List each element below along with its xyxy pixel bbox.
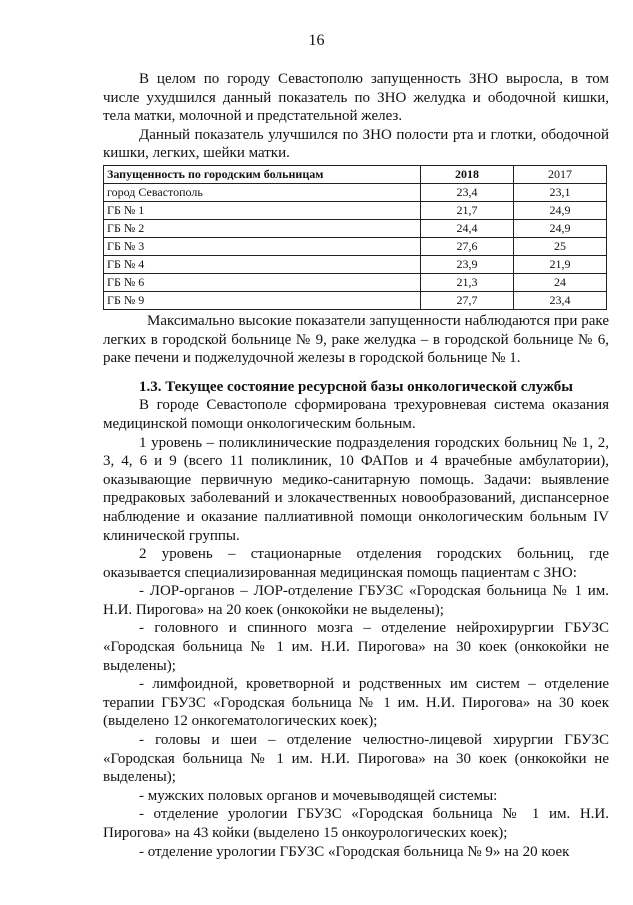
table-row <box>104 201 607 219</box>
table-cell: 23,4 <box>514 291 607 309</box>
table-cell: 24,9 <box>514 201 607 219</box>
table-cell: 23,9 <box>421 255 514 273</box>
list-item: - лимфоидной, кроветворной и родственных им систем – отделение терапии ГБУЗС «Городская больница № 1 им. Н.И. Пирогова» на 30 коек (выделено 12 онкогематологических коек); <box>103 676 609 730</box>
table-row <box>104 255 607 273</box>
table-cell: 27,7 <box>421 291 514 309</box>
table-cell: 24 <box>514 273 607 291</box>
table-cell: ГБ № 9 <box>104 291 421 309</box>
table-cell: 24,9 <box>514 219 607 237</box>
list-item: - отделение урологии ГБУЗС «Городская больница № 1 им. Н.И. Пирогова» на 43 койки (выделено 15 онкоурологических коек); <box>103 806 609 841</box>
neglect-rate-table <box>103 165 607 310</box>
column-header: Запущенность по городским больницам <box>104 165 421 183</box>
paragraph: В городе Севастополе сформирована трехуровневая система оказания медицинской помощи онкологическим больным. <box>103 397 609 432</box>
table-cell: город Севастополь <box>104 183 421 201</box>
table-cell: 21,3 <box>421 273 514 291</box>
section-heading: 1.3. Текущее состояние ресурсной базы онкологической службы <box>139 378 573 395</box>
paragraph: Максимально высокие показатели запущенности наблюдаются при раке легких в городской больнице № 9, раке желудка – в городской больнице № 6, раке печени и поджелудочной железы в городской больнице № 1. <box>103 312 609 367</box>
table-cell: 25 <box>514 237 607 255</box>
paragraph: В целом по городу Севастополю запущенность ЗНО выросла, в том числе ухудшился данный показатель по ЗНО желудка и ободочной кишки, тела матки, молочной и предстательной желез. <box>103 71 609 125</box>
table-cell: ГБ № 1 <box>104 201 421 219</box>
column-header: 2018 <box>421 165 514 183</box>
list-item: - ЛОР-органов – ЛОР-отделение ГБУЗС «Городская больница № 1 им. Н.И. Пирогова» на 20 коек (онкокойки не выделены); <box>103 583 609 618</box>
table-cell: 24,4 <box>421 219 514 237</box>
table-cell: ГБ № 6 <box>104 273 421 291</box>
table-cell: 27,6 <box>421 237 514 255</box>
column-header: 2017 <box>514 165 607 183</box>
table-row <box>104 273 607 291</box>
table-row <box>104 219 607 237</box>
table-cell: 23,1 <box>514 183 607 201</box>
table-row <box>104 291 607 309</box>
table-cell: ГБ № 2 <box>104 219 421 237</box>
table-cell: 23,4 <box>421 183 514 201</box>
table-cell: ГБ № 4 <box>104 255 421 273</box>
list-item: - головы и шеи – отделение челюстно-лицевой хирургии ГБУЗС «Городская больница № 1 им. Н.И. Пирогова» на 30 коек (онкокойки не выделены); <box>103 732 609 786</box>
document-body <box>103 70 609 861</box>
paragraph: 1 уровень – поликлинические подразделения городских больниц № 1, 2, 3, 4, 6 и 9 (всего 11 поликлиник, 10 ФАПов и 4 врачебные амбулатории), оказывающие первичную медико-санитарную помощь. Задачи: выявление предраковых заболеваний и злокачественных новообразований, диспансерное наблюдение и оказание паллиативной помощи онкологическим больным IV клинической группы. <box>103 434 609 544</box>
table-row <box>104 183 607 201</box>
page-number: 16 <box>308 32 325 49</box>
table-row <box>104 237 607 255</box>
paragraph: Данный показатель улучшился по ЗНО полости рта и глотки, ободочной кишки, легких, шейки матки. <box>103 126 609 162</box>
table-cell: 21,7 <box>421 201 514 219</box>
table-cell: 21,9 <box>514 255 607 273</box>
table-header-row <box>104 165 607 183</box>
list-item: - отделение урологии ГБУЗС «Городская больница № 9» на 20 коек <box>139 843 570 860</box>
table-cell: ГБ № 3 <box>104 237 421 255</box>
list-item: - мужских половых органов и мочевыводящей системы: <box>139 787 498 804</box>
paragraph: 2 уровень – стационарные отделения городских больниц, где оказывается специализированная медицинская помощь пациентам с ЗНО: <box>103 546 609 581</box>
list-item: - головного и спинного мозга – отделение нейрохирургии ГБУЗС «Городская больница № 1 им. Н.И. Пирогова» на 30 коек (онкокойки не выделены); <box>103 620 609 674</box>
